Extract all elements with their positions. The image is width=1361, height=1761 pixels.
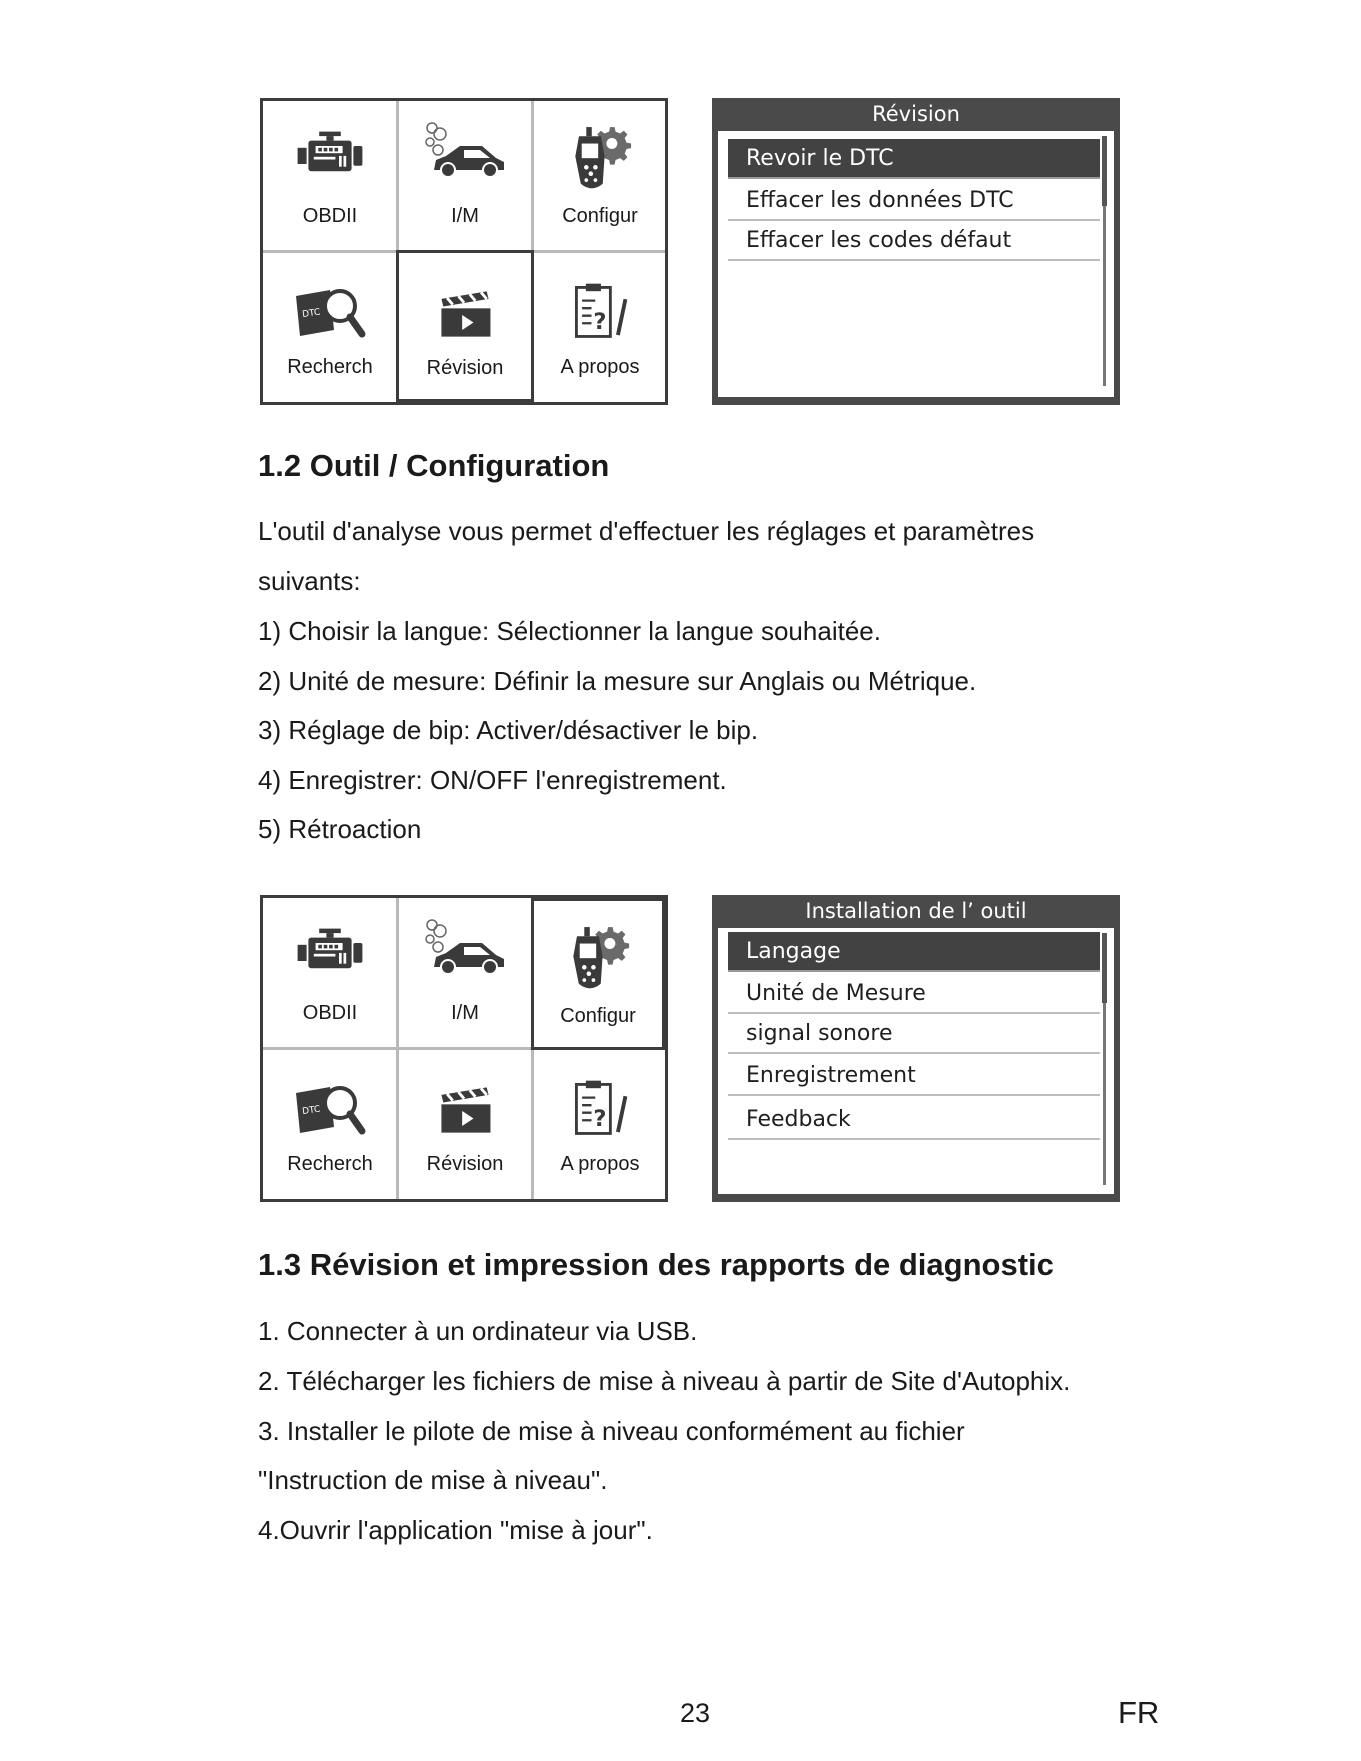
menu-item-signal-sonore[interactable]: signal sonore: [728, 1014, 1100, 1054]
clipboard-question-icon: [567, 278, 633, 344]
menu-tile-obdii[interactable]: [263, 898, 397, 1048]
list-item: 4.Ouvrir l'application "mise à jour".: [258, 1515, 653, 1545]
menu-tile-a-propos[interactable]: [533, 252, 667, 402]
list-item: "Instruction de mise à niveau".: [258, 1465, 608, 1495]
menu-tile-label: OBDII: [302, 1002, 358, 1024]
menu-tile-im[interactable]: [398, 898, 532, 1048]
menu-tile-recherch[interactable]: [263, 252, 397, 402]
menu-item-enregistrement[interactable]: Enregistrement: [728, 1056, 1100, 1096]
menu-tile-im[interactable]: [398, 101, 532, 251]
list-item: 4) Enregistrer: ON/OFF l'enregistrement.: [258, 765, 727, 795]
car-emission-icon: [420, 115, 510, 185]
menu-tile-label: Révision: [426, 357, 504, 379]
menu-tile-label: Recherch: [287, 356, 373, 378]
page-number: 23: [680, 1698, 711, 1728]
menu-item-langage[interactable]: Langage: [728, 932, 1100, 972]
list-item: 3. Installer le pilote de mise à niveau conformément au fichier: [258, 1416, 965, 1446]
list-item: 1. Connecter à un ordinateur via USB.: [258, 1316, 698, 1346]
menu-tile-a-propos[interactable]: [533, 1049, 667, 1199]
menu-tile-label: Révision: [426, 1153, 504, 1175]
menu-tile-configur[interactable]: [531, 898, 665, 1050]
scrollbar-thumb[interactable]: [1102, 136, 1107, 206]
clapperboard-icon: [432, 1081, 498, 1139]
list-item: 1) Choisir la langue: Sélectionner la langue souhaitée.: [258, 616, 881, 646]
list-item: 5) Rétroaction: [258, 814, 422, 844]
section-heading-configuration: 1.2 Outil / Configuration: [258, 448, 610, 483]
screen-title: Révision: [872, 102, 960, 126]
scanner-gear-icon: [568, 123, 632, 197]
menu-tile-label: I/M: [451, 1002, 479, 1024]
intro-line: L'outil d'analyse vous permet d'effectuer les réglages et paramètres: [258, 516, 1035, 546]
menu-item-effacer-donnees[interactable]: Effacer les données DTC: [728, 181, 1100, 221]
engine-icon: [294, 924, 366, 980]
menu-tile-revision[interactable]: [398, 1049, 532, 1199]
clapperboard-icon: [432, 285, 498, 343]
menu-item-feedback[interactable]: Feedback: [728, 1100, 1100, 1140]
list-item: 3) Réglage de bip: Activer/désactiver le bip.: [258, 715, 759, 745]
menu-item-unite-mesure[interactable]: Unité de Mesure: [728, 974, 1100, 1014]
screen-menu: [718, 131, 1114, 397]
menu-tile-revision[interactable]: [396, 250, 534, 402]
screen-menu: [718, 928, 1114, 1194]
list-item: 2) Unité de mesure: Définir la mesure sur Anglais ou Métrique.: [258, 666, 977, 696]
main-menu-grid-1: [260, 98, 668, 405]
device-screen-revision: [712, 98, 1120, 405]
menu-tile-label: Configur: [560, 1005, 636, 1027]
menu-tile-label: Configur: [562, 205, 638, 227]
intro-line: suivants:: [258, 566, 361, 596]
clipboard-question-icon: [567, 1075, 633, 1141]
dtc-lookup-icon: [290, 1079, 370, 1139]
menu-tile-label: A propos: [560, 356, 640, 378]
car-emission-icon: [420, 912, 510, 982]
language-code: FR: [1118, 1695, 1160, 1730]
menu-tile-label: Recherch: [287, 1153, 373, 1175]
menu-item-revoir-dtc[interactable]: Revoir le DTC: [728, 139, 1100, 179]
menu-tile-label: OBDII: [302, 205, 358, 227]
device-screen-tool-setup: [712, 895, 1120, 1202]
engine-icon: [294, 127, 366, 183]
menu-tile-obdii[interactable]: [263, 101, 397, 251]
menu-tile-recherch[interactable]: [263, 1049, 397, 1199]
scrollbar-thumb[interactable]: [1102, 933, 1107, 1003]
scanner-gear-icon: [566, 923, 630, 997]
dtc-lookup-icon: [290, 282, 370, 342]
section-heading-reports: 1.3 Révision et impression des rapports de diagnostic: [258, 1247, 1054, 1282]
main-menu-grid-2: [260, 895, 668, 1202]
menu-item-effacer-codes[interactable]: Effacer les codes défaut: [728, 221, 1100, 261]
menu-tile-label: I/M: [451, 205, 479, 227]
menu-tile-configur[interactable]: [533, 101, 667, 251]
screen-title: Installation de l’ outil: [805, 899, 1027, 923]
menu-tile-label: A propos: [560, 1153, 640, 1175]
list-item: 2. Télécharger les fichiers de mise à niveau à partir de Site d'Autophix.: [258, 1366, 1071, 1396]
